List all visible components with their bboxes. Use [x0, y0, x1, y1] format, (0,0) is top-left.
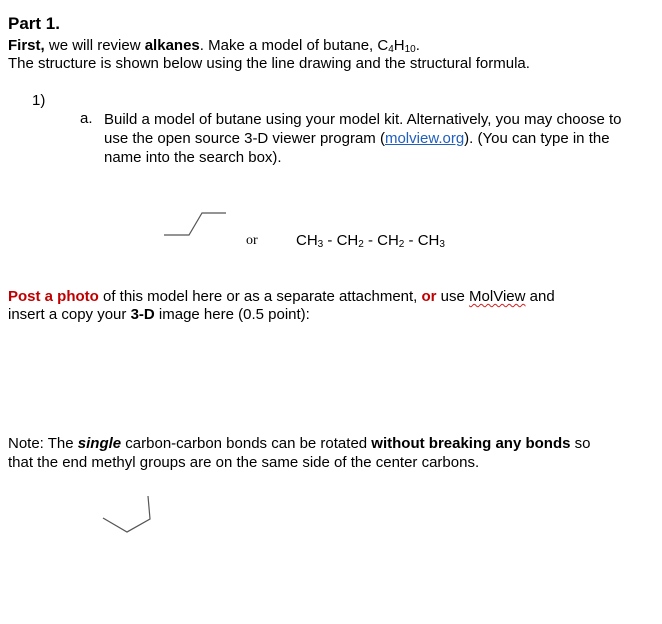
intro-line	[8, 37, 420, 55]
intro-end: .	[415, 37, 420, 54]
note-text-b: so	[570, 435, 591, 452]
photo-or: or	[421, 288, 437, 305]
photo-text-b: use	[436, 288, 470, 305]
photo-3d: 3-D	[130, 306, 155, 323]
formula-part-3: - CH	[363, 232, 399, 249]
photo-instructions-line2	[8, 306, 310, 324]
item-text	[104, 110, 634, 167]
formula-part-4: - CH	[404, 232, 440, 249]
formula-sub-3: 2	[398, 239, 405, 250]
butane-line-drawing	[162, 210, 232, 240]
structure-line: The structure is shown below using the line drawing and the structural formula.	[8, 55, 530, 72]
formula-sub-4: 3	[439, 239, 445, 250]
intro-text-b: . Make a model of butane, C	[199, 37, 389, 54]
list-number: 1)	[32, 92, 46, 109]
intro-h: H	[393, 37, 405, 54]
item-letter: a.	[80, 110, 93, 127]
eclipsed-zigzag	[103, 496, 150, 532]
formula-part-1: CH	[296, 232, 318, 249]
photo-text-a: of this model here or as a separate attachment,	[98, 288, 422, 305]
item-text-b: ). (You can type in the name into the search box).	[104, 130, 610, 166]
formula-part-2: - CH	[323, 232, 359, 249]
intro-text-a: we will review	[44, 37, 145, 54]
note-line2: that the end methyl groups are on the same side of the center carbons.	[8, 454, 480, 471]
note-single: single	[77, 435, 122, 452]
intro-alkanes: alkanes	[144, 37, 200, 54]
photo-line2-a: insert a copy your	[8, 306, 131, 323]
item-text-a: Build a model of butane using your model kit. Alternatively, you may choose to use the open source 3-D viewer program (	[104, 111, 622, 147]
post-photo: Post a photo	[8, 288, 99, 305]
intro-first: First,	[8, 37, 45, 54]
note-line1	[8, 435, 591, 453]
formula-sub-2: 2	[358, 239, 364, 250]
eclipsed-line-drawing	[100, 494, 160, 539]
photo-line2-b: image here (0.5 point):	[154, 306, 310, 323]
note-bold: without breaking any bonds	[371, 435, 571, 452]
formula-sub-1: 3	[317, 239, 324, 250]
part-title: Part 1.	[8, 14, 60, 33]
intro-sub-c: 4	[388, 44, 394, 55]
molview-word: MolView	[469, 288, 526, 305]
photo-text-c: and	[525, 288, 555, 305]
photo-instructions-line1	[8, 288, 555, 306]
structural-formula	[296, 232, 445, 249]
intro-sub-h: 10	[404, 44, 416, 55]
molview-link[interactable]: molview.org	[384, 130, 465, 147]
butane-zigzag	[164, 213, 226, 235]
or-word: or	[246, 233, 258, 248]
note-prefix: Note: The	[8, 435, 78, 452]
note-text-a: carbon-carbon bonds can be rotated	[121, 435, 372, 452]
